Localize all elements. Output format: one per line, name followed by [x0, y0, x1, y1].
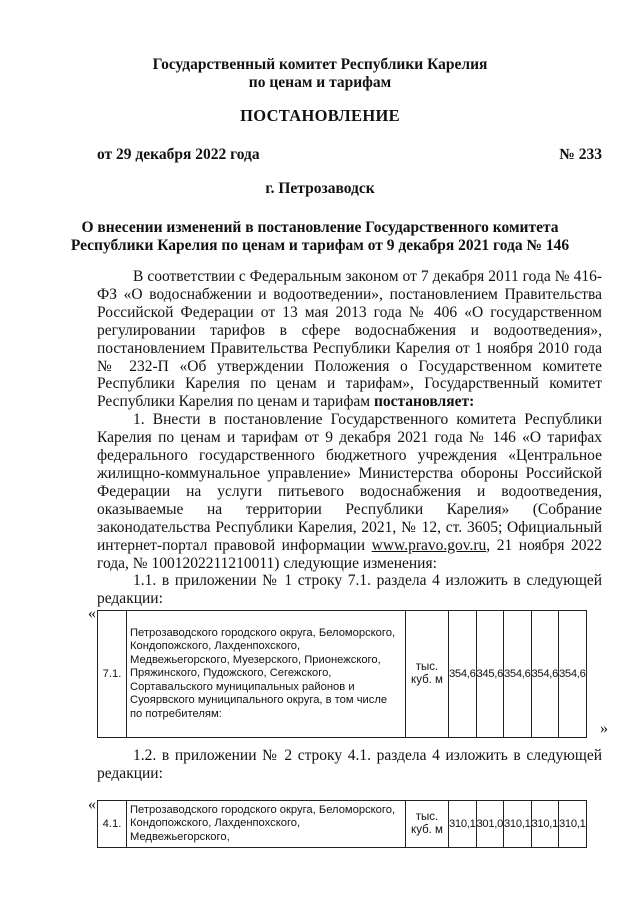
item-1-paragraph: 1. Внести в постановление Государственного комитета Республики Карелия по ценам и тарифам от 9 декабря 2021 года № 146 «О тарифах федерального государственного бюджетного учреждения «Центральное жилищно-коммунальное управление» Министерства обороны Российской Федерации на услуги питьевого водоснабжения и водоотведения, оказываемые на территории Республики Карелия» (Собрание законодательства Республики Карелия, 2021, № 12, ст. 3605; Официальный интернет-портал правовой информации www.pravo.gov.ru, 21 ноября 2022 года, № 1001202211210011) следующие изменения: — [97, 411, 603, 572]
table-row — [98, 801, 587, 848]
pravo-link[interactable]: www.pravo.gov.ru — [371, 536, 487, 554]
tariff-value-5: 354,6 — [559, 611, 587, 738]
resolves-word: постановляет — [373, 393, 470, 411]
tariff-value-4: 354,6 — [531, 611, 559, 738]
preamble-paragraph: В соответствии с Федеральным законом от 7 декабря 2011 года № 416-ФЗ «О водоснабжении и водоотведении», постановлением Правительства Российской Федерации от 13 мая 2013 года № 406 «О государственном регулировании тарифов в сфере водоснабжения и водоотведения», постановлением Правительства Республики Карелия от 1 ноября 2010 года № 232-П «Об утверждении Положения о Государственном комитете Республики Карелия по ценам и тарифам», Государственный комитет Республики Карелия по ценам и тарифам постановляет: — [97, 268, 602, 411]
row-description: Петрозаводского городского округа, Беломорского, Кондопожского, Лахденпохского, Медвежьегорского, — [127, 801, 406, 848]
tariff-table-2 — [97, 800, 587, 848]
tariff-value-2: 301,0 — [476, 801, 504, 848]
issuer-header — [0, 56, 640, 92]
item-1-1-paragraph: 1.1. в приложении № 1 строку 7.1. раздела 4 изложить в следующей редакции: — [97, 572, 602, 608]
tariff-value-1: 310,1 — [449, 801, 477, 848]
row-code: 7.1. — [98, 611, 127, 738]
tariff-value-2: 345,6 — [476, 611, 504, 738]
tariff-table-1 — [97, 610, 587, 738]
city: г. Петрозаводск — [265, 180, 375, 197]
closing-quote-1: » — [600, 720, 608, 737]
row-unit: тыс. куб. м — [406, 801, 449, 848]
item-1-2-paragraph: 1.2. в приложении № 2 строку 4.1. раздела 4 изложить в следующей редакции: — [97, 747, 602, 782]
tariff-value-4: 310,1 — [531, 801, 559, 848]
subject-line2: Республики Карелия по ценам и тарифам от 9 декабря 2021 года № 146 — [70, 237, 570, 254]
document-date: от 29 декабря 2022 года — [97, 146, 260, 163]
opening-quote-1: « — [88, 605, 96, 622]
body-text-2 — [97, 747, 602, 783]
table-row — [98, 611, 587, 738]
document-type: ПОСТАНОВЛЕНИЕ — [240, 106, 400, 125]
document-subject — [0, 219, 640, 255]
row-description: Петрозаводского городского округа, Беломорского, Кондопожского, Лахденпохского, Медвежьегорского, Муезерского, Прионежского, Пряжинского, Пудожского, Сегежского, Сортавальского муниципальных районов и Суоярвского муниципального округа, в том числе по потребителям: — [127, 611, 406, 738]
issuer-name-line2: по ценам и тарифам — [248, 74, 392, 91]
opening-quote-2: « — [88, 796, 96, 813]
document-number: № 233 — [559, 146, 602, 163]
body-text — [97, 268, 602, 608]
row-unit: тыс. куб. м — [406, 611, 449, 738]
tariff-value-1: 354,6 — [449, 611, 477, 738]
tariff-value-3: 310,1 — [504, 801, 532, 848]
tariff-value-5: 310,1 — [559, 801, 587, 848]
tariff-value-3: 354,6 — [504, 611, 532, 738]
date-number-line — [97, 146, 602, 164]
issuer-name-line1: Государственный комитет Республики Карелия — [152, 56, 488, 73]
row-code: 4.1. — [98, 801, 127, 848]
subject-line1: О внесении изменений в постановление Государственного комитета — [81, 219, 559, 236]
